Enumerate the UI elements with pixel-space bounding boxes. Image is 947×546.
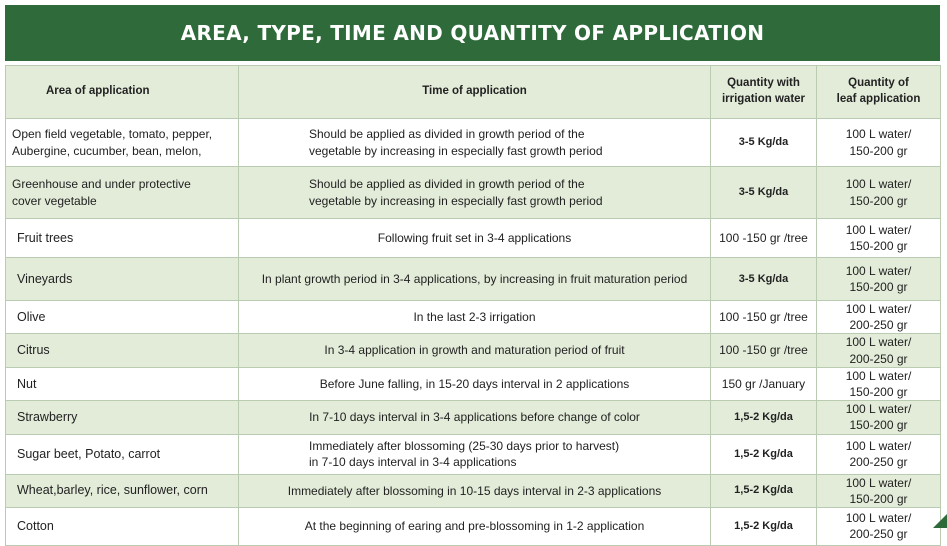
time-cell: Immediately after blossoming in 10-15 days interval in 2-3 applications bbox=[239, 474, 711, 507]
area-cell: Citrus bbox=[6, 334, 239, 367]
time-cell: In the last 2-3 irrigation bbox=[239, 301, 711, 334]
header-time: Time of application bbox=[239, 66, 711, 119]
leaf-cell: 100 L water/ 150-200 gr bbox=[817, 219, 941, 258]
table-row bbox=[6, 474, 941, 507]
time-cell: Should be applied as divided in growth period of the vegetable by increasing in especially fast growth period bbox=[239, 119, 711, 167]
leaf-cell: 100 L water/ 150-200 gr bbox=[817, 367, 941, 400]
table-row bbox=[6, 401, 941, 434]
area-cell: Sugar beet, Potato, carrot bbox=[6, 434, 239, 474]
irrigation-cell: 1,5-2 Kg/da bbox=[711, 507, 817, 545]
table-row bbox=[6, 258, 941, 301]
table-row bbox=[6, 334, 941, 367]
header-irrigation: Quantity with irrigation water bbox=[711, 66, 817, 119]
leaf-cell: 100 L water/ 200-250 gr bbox=[817, 507, 941, 545]
time-cell: Before June falling, in 15-20 days interval in 2 applications bbox=[239, 367, 711, 400]
table-row bbox=[6, 301, 941, 334]
area-cell: Strawberry bbox=[6, 401, 239, 434]
irrigation-cell: 3-5 Kg/da bbox=[711, 119, 817, 167]
corner-decoration bbox=[933, 514, 947, 528]
table-row bbox=[6, 507, 941, 545]
time-cell: Following fruit set in 3-4 applications bbox=[239, 219, 711, 258]
title-banner bbox=[5, 5, 940, 61]
leaf-cell: 100 L water/ 150-200 gr bbox=[817, 258, 941, 301]
header-area: Area of application bbox=[6, 66, 239, 119]
time-cell: In plant growth period in 3-4 applications, by increasing in fruit maturation period bbox=[239, 258, 711, 301]
area-cell: Vineyards bbox=[6, 258, 239, 301]
header-leaf: Quantity of leaf application bbox=[817, 66, 941, 119]
time-cell: Should be applied as divided in growth period of the vegetable by increasing in especially fast growth period bbox=[239, 167, 711, 219]
area-cell: Cotton bbox=[6, 507, 239, 545]
irrigation-cell: 1,5-2 Kg/da bbox=[711, 401, 817, 434]
irrigation-cell: 1,5-2 Kg/da bbox=[711, 434, 817, 474]
area-cell: Nut bbox=[6, 367, 239, 400]
leaf-cell: 100 L water/ 150-200 gr bbox=[817, 167, 941, 219]
irrigation-cell: 3-5 Kg/da bbox=[711, 167, 817, 219]
table-row bbox=[6, 167, 941, 219]
table-row bbox=[6, 219, 941, 258]
irrigation-cell: 1,5-2 Kg/da bbox=[711, 474, 817, 507]
table-row bbox=[6, 119, 941, 167]
irrigation-cell: 100 -150 gr /tree bbox=[711, 334, 817, 367]
leaf-cell: 100 L water/ 150-200 gr bbox=[817, 474, 941, 507]
time-cell: In 7-10 days interval in 3-4 applications before change of color bbox=[239, 401, 711, 434]
area-cell: Fruit trees bbox=[6, 219, 239, 258]
time-cell: Immediately after blossoming (25-30 days prior to harvest) in 7-10 days interval in 3-4 applications bbox=[239, 434, 711, 474]
irrigation-cell: 150 gr /January bbox=[711, 367, 817, 400]
time-cell: In 3-4 application in growth and maturation period of fruit bbox=[239, 334, 711, 367]
leaf-cell: 100 L water/ 150-200 gr bbox=[817, 119, 941, 167]
area-cell: Wheat,barley, rice, sunflower, corn bbox=[6, 474, 239, 507]
leaf-cell: 100 L water/ 200-250 gr bbox=[817, 301, 941, 334]
table-row bbox=[6, 434, 941, 474]
irrigation-cell: 100 -150 gr /tree bbox=[711, 219, 817, 258]
time-cell: At the beginning of earing and pre-blossoming in 1-2 application bbox=[239, 507, 711, 545]
area-cell: Olive bbox=[6, 301, 239, 334]
leaf-cell: 100 L water/ 200-250 gr bbox=[817, 334, 941, 367]
irrigation-cell: 100 -150 gr /tree bbox=[711, 301, 817, 334]
page-title: AREA, TYPE, TIME AND QUANTITY OF APPLICATION bbox=[180, 21, 765, 45]
leaf-cell: 100 L water/ 200-250 gr bbox=[817, 434, 941, 474]
header-row bbox=[6, 66, 941, 119]
area-cell: Open field vegetable, tomato, pepper, Aubergine, cucumber, bean, melon, bbox=[6, 119, 239, 167]
irrigation-cell: 3-5 Kg/da bbox=[711, 258, 817, 301]
area-cell: Greenhouse and under protective cover vegetable bbox=[6, 167, 239, 219]
application-table bbox=[5, 65, 941, 546]
leaf-cell: 100 L water/ 150-200 gr bbox=[817, 401, 941, 434]
table-row bbox=[6, 367, 941, 400]
